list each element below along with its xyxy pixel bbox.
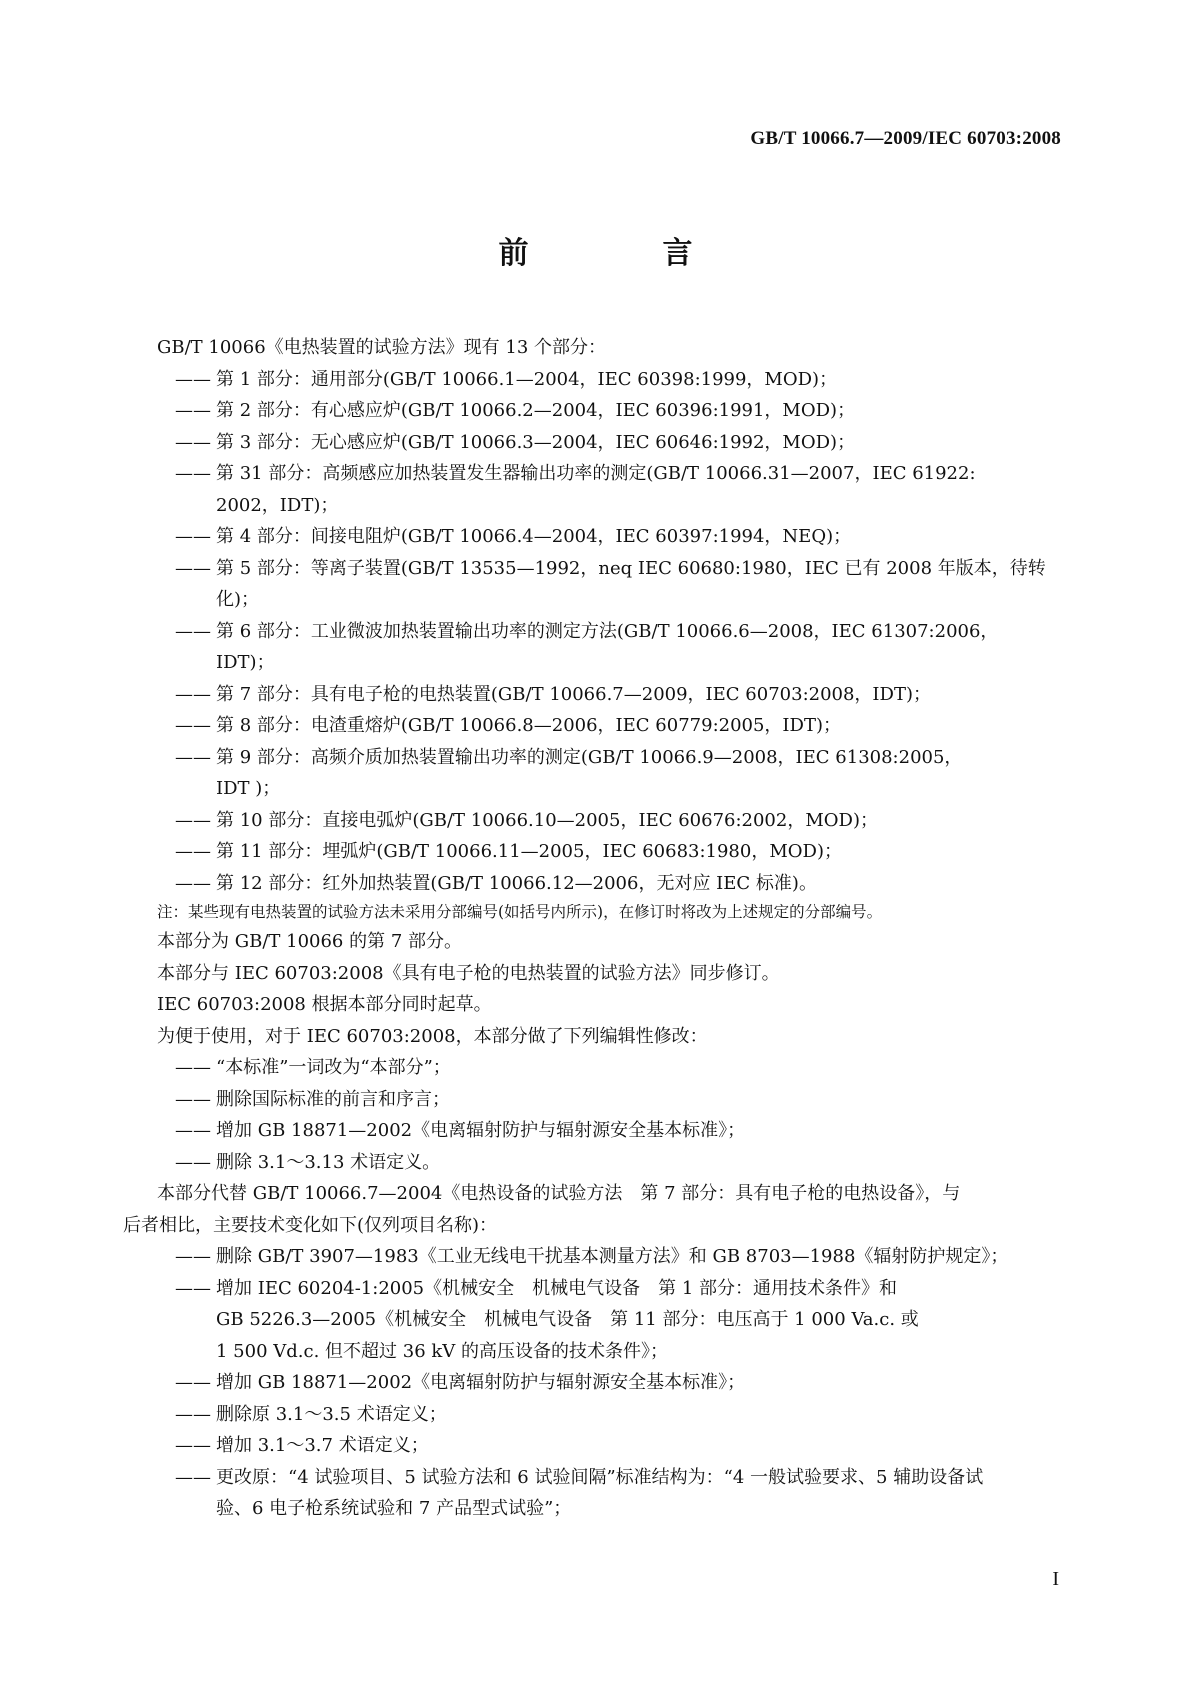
list-item-line: 删除 3.1～3.13 术语定义。 [216, 1151, 441, 1173]
part-list-item [175, 553, 1060, 616]
list-item-line: 增加 GB 18871—2002《电离辐射防护与辐射源安全基本标准》； [216, 1120, 746, 1141]
list-item-line: 删除 GB/T 3907—1983《工业无线电干扰基本测量方法》和 GB 8703—1988《辐射防护规定》； [216, 1246, 1009, 1267]
list-item-line: 第 6 部分：工业微波加热装置输出功率的测定方法(GB/T 10066.6—2008，IEC 61307:2006， [216, 620, 999, 642]
list-dash: —— [175, 1277, 211, 1299]
list-item-line: IDT )； [216, 778, 281, 799]
list-item-line: 第 7 部分：具有电子枪的电热装置(GB/T 10066.7—2009，IEC 60703:2008，IDT)； [216, 683, 932, 705]
edit-list-item [175, 1084, 1060, 1116]
list-dash: —— [175, 620, 211, 642]
paragraph-5-line-1: 本部分代替 GB/T 10066.7—2004《电热设备的试验方法 第 7 部分：具有电子枪的电热设备》，与 [157, 1183, 961, 1204]
list-item-line: 第 10 部分：直接电弧炉(GB/T 10066.10—2005，IEC 60676:2002，MOD)； [216, 809, 878, 831]
list-item-line: 增加 3.1～3.7 术语定义； [216, 1435, 429, 1456]
list-dash: —— [175, 1120, 211, 1141]
part-list-item [175, 427, 1060, 459]
change-list-item [175, 1273, 1060, 1368]
part-list-item [175, 458, 1060, 521]
edit-list-item [175, 1115, 1060, 1147]
list-item-line: 第 2 部分：有心感应炉(GB/T 10066.2—2004，IEC 60396:1991，MOD)； [216, 400, 856, 421]
list-item-line: 第 4 部分：间接电阻炉(GB/T 10066.4—2004，IEC 60397:1994，NEQ)； [216, 526, 852, 547]
list-dash: —— [175, 841, 211, 862]
list-dash: —— [175, 1151, 211, 1173]
list-dash: —— [175, 557, 211, 579]
list-dash: —— [175, 1372, 211, 1393]
part-list-item [175, 805, 1060, 837]
paragraph-3: IEC 60703:2008 根据本部分同时起草。 [157, 994, 492, 1015]
list-item-line: 删除国际标准的前言和序言； [216, 1088, 450, 1110]
list-dash: —— [175, 715, 211, 736]
list-item-line: 第 1 部分：通用部分(GB/T 10066.1—2004，IEC 60398:1999，MOD)； [216, 368, 838, 390]
list-item-line: 1 500 Vd.c. 但不超过 36 kV 的高压设备的技术条件》； [216, 1340, 668, 1362]
list-dash: —— [175, 368, 211, 390]
list-item-line: 第 11 部分：埋弧炉(GB/T 10066.11—2005，IEC 60683:1980，MOD)； [216, 841, 842, 862]
part-list-item [175, 521, 1060, 553]
list-dash: —— [175, 1466, 211, 1488]
list-dash: —— [175, 1435, 211, 1456]
list-item-line: 2002，IDT)； [216, 494, 339, 516]
list-item-line: 第 12 部分：红外加热装置(GB/T 10066.12—2006，无对应 IEC 标准)。 [216, 872, 817, 894]
part-list-item [175, 742, 1060, 805]
edits-list [175, 1052, 1060, 1178]
list-item-line: 第 5 部分：等离子装置(GB/T 13535—1992，neq IEC 60680:1980，IEC 已有 2008 年版本，待转 [216, 557, 1046, 579]
changes-list [175, 1241, 1060, 1525]
list-item-line: 增加 GB 18871—2002《电离辐射防护与辐射源安全基本标准》； [216, 1372, 746, 1393]
page-number: I [1052, 1568, 1059, 1590]
list-item-line: 删除原 3.1～3.5 术语定义； [216, 1403, 447, 1425]
document-body [123, 332, 1060, 1525]
list-dash: —— [175, 1403, 211, 1425]
paragraph-2: 本部分与 IEC 60703:2008《具有电子枪的电热装置的试验方法》同步修订。 [157, 962, 780, 984]
list-dash: —— [175, 1057, 211, 1078]
change-list-item [175, 1241, 1060, 1273]
list-dash: —— [175, 872, 211, 894]
note-paragraph: 注：某些现有电热装置的试验方法未采用分部编号(如括号内所示)，在修订时将改为上述规定的分部编号。 [157, 903, 883, 921]
list-dash: —— [175, 400, 211, 421]
change-list-item [175, 1367, 1060, 1399]
paragraph-4: 为便于使用，对于 IEC 60703:2008，本部分做了下列编辑性修改： [157, 1025, 708, 1047]
change-list-item [175, 1430, 1060, 1462]
list-dash: —— [175, 431, 211, 453]
part-list-item [175, 616, 1060, 679]
list-item-line: IDT)； [216, 652, 275, 673]
list-dash: —— [175, 809, 211, 831]
list-dash: —— [175, 683, 211, 705]
part-list-item [175, 395, 1060, 427]
list-item-line: 第 9 部分：高频介质加热装置输出功率的测定(GB/T 10066.9—2008，IEC 61308:2005， [216, 746, 963, 768]
page-title: 前 言 [498, 236, 745, 271]
edit-list-item [175, 1147, 1060, 1179]
list-item-line: 更改原：“4 试验项目、5 试验方法和 6 试验间隔”标准结构为：“4 一般试验要求、5 辅助设备试 [216, 1466, 984, 1488]
list-item-line: GB 5226.3—2005《机械安全 机械电气设备 第 11 部分：电压高于 1 000 Va.c. 或 [216, 1309, 919, 1330]
list-item-line: “本标准”一词改为“本部分”； [216, 1057, 451, 1078]
part-list-item [175, 364, 1060, 396]
list-item-line: 第 8 部分：电渣重熔炉(GB/T 10066.8—2006，IEC 60779:2005，IDT)； [216, 715, 842, 736]
change-list-item [175, 1462, 1060, 1525]
standard-number-header: GB/T 10066.7—2009/IEC 60703:2008 [750, 128, 1061, 149]
change-list-item [175, 1399, 1060, 1431]
part-list-item [175, 836, 1060, 868]
edit-list-item [175, 1052, 1060, 1084]
list-dash: —— [175, 746, 211, 768]
part-list-item [175, 710, 1060, 742]
list-item-line: 验、6 电子枪系统试验和 7 产品型式试验”； [216, 1498, 572, 1519]
list-dash: —— [175, 526, 211, 547]
list-item-line: 第 3 部分：无心感应炉(GB/T 10066.3—2004，IEC 60646:1992，MOD)； [216, 431, 856, 453]
paragraph-5-line-2: 后者相比，主要技术变化如下(仅列项目名称)： [123, 1214, 498, 1236]
intro-paragraph: GB/T 10066《电热装置的试验方法》现有 13 个部分： [157, 337, 607, 358]
list-item-line: 第 31 部分：高频感应加热装置发生器输出功率的测定(GB/T 10066.31—2007，IEC 61922: [216, 463, 976, 484]
list-dash: —— [175, 1246, 211, 1267]
list-item-line: 增加 IEC 60204-1:2005《机械安全 机械电气设备 第 1 部分：通用技术条件》和 [216, 1277, 898, 1299]
list-item-line: 化)； [216, 589, 260, 610]
paragraph-1: 本部分为 GB/T 10066 的第 7 部分。 [157, 931, 462, 952]
part-list-item [175, 868, 1060, 900]
list-dash: —— [175, 1088, 211, 1110]
part-list-item [175, 679, 1060, 711]
parts-list [175, 364, 1060, 900]
list-dash: —— [175, 463, 211, 484]
